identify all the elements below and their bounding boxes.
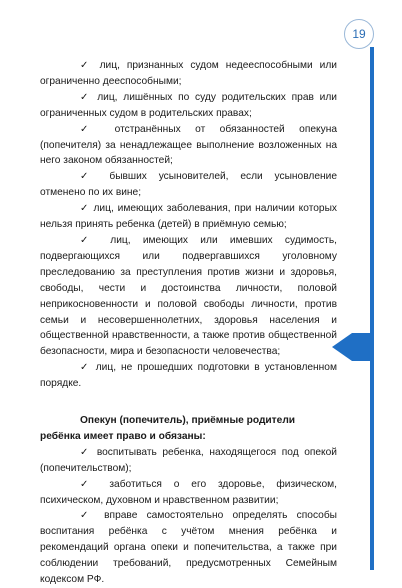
list-item: ✓ лиц, не прошедших подготовки в установленном порядке. [40,362,337,390]
list-item: ✓ отстранённых от обязанностей опекуна (попечителя) за ненадлежащее выполнение возложенных на него законом обязанностей; [40,123,337,167]
page-number: 19 [344,19,374,49]
check-icon: ✓ [80,510,95,522]
check-icon: ✓ [80,91,92,103]
list-item: ✓ вправе самостоятельно определять способы воспитания ребёнка с учётом мнения ребёнка и рекомендаций органа опеки и попечительства, а также при соблюдении требований, предусмотренных Семейным кодексом РФ. [40,510,337,586]
section-heading: Опекун (попечитель), приёмные родители ребёнка имеет право и обязаны: [40,415,296,442]
page-content [40,58,337,588]
check-icon: ✓ [80,171,98,183]
list-item: ✓ воспитывать ребенка, находящегося под опекой (попечительством); [40,446,337,474]
side-tab-arrow [332,333,374,361]
check-icon: ✓ [80,362,91,374]
check-icon: ✓ [80,123,101,135]
check-icon: ✓ [80,203,90,215]
list-item: ✓ бывших усыновителей, если усыновление отменено по их вине; [40,171,337,199]
check-icon: ✓ [80,478,98,490]
list-item: ✓ лиц, имеющих заболевания, при наличии которых нельзя принять ребенка (детей) в приёмную семью; [40,203,337,231]
check-icon: ✓ [80,60,93,71]
list-item: ✓ лиц, признанных судом недееспособными или ограниченно дееспособными; [40,60,337,87]
list-item: ✓ заботиться о его здоровье, физическом, психическом, духовном и нравственном развитии; [40,478,337,506]
list-item: ✓ лиц, лишённых по суду родительских прав или ограниченных судом в родительских правах; [40,91,337,119]
list-item: ✓ лиц, имеющих или имевших судимость, подвергающихся или подвергавшихся уголовному преследованию за преступления против жизни и здоровья, свободы, чести и достоинства личности, половой неприкосновенности и половой свободы личности, против семьи и несовершеннолетних, здоровья населения и общественной нравственности, а также против общественной безопасности, мира и безопасности человечества; [40,234,337,358]
check-icon: ✓ [80,446,92,458]
check-icon: ✓ [80,234,98,246]
side-accent-line [370,47,374,570]
